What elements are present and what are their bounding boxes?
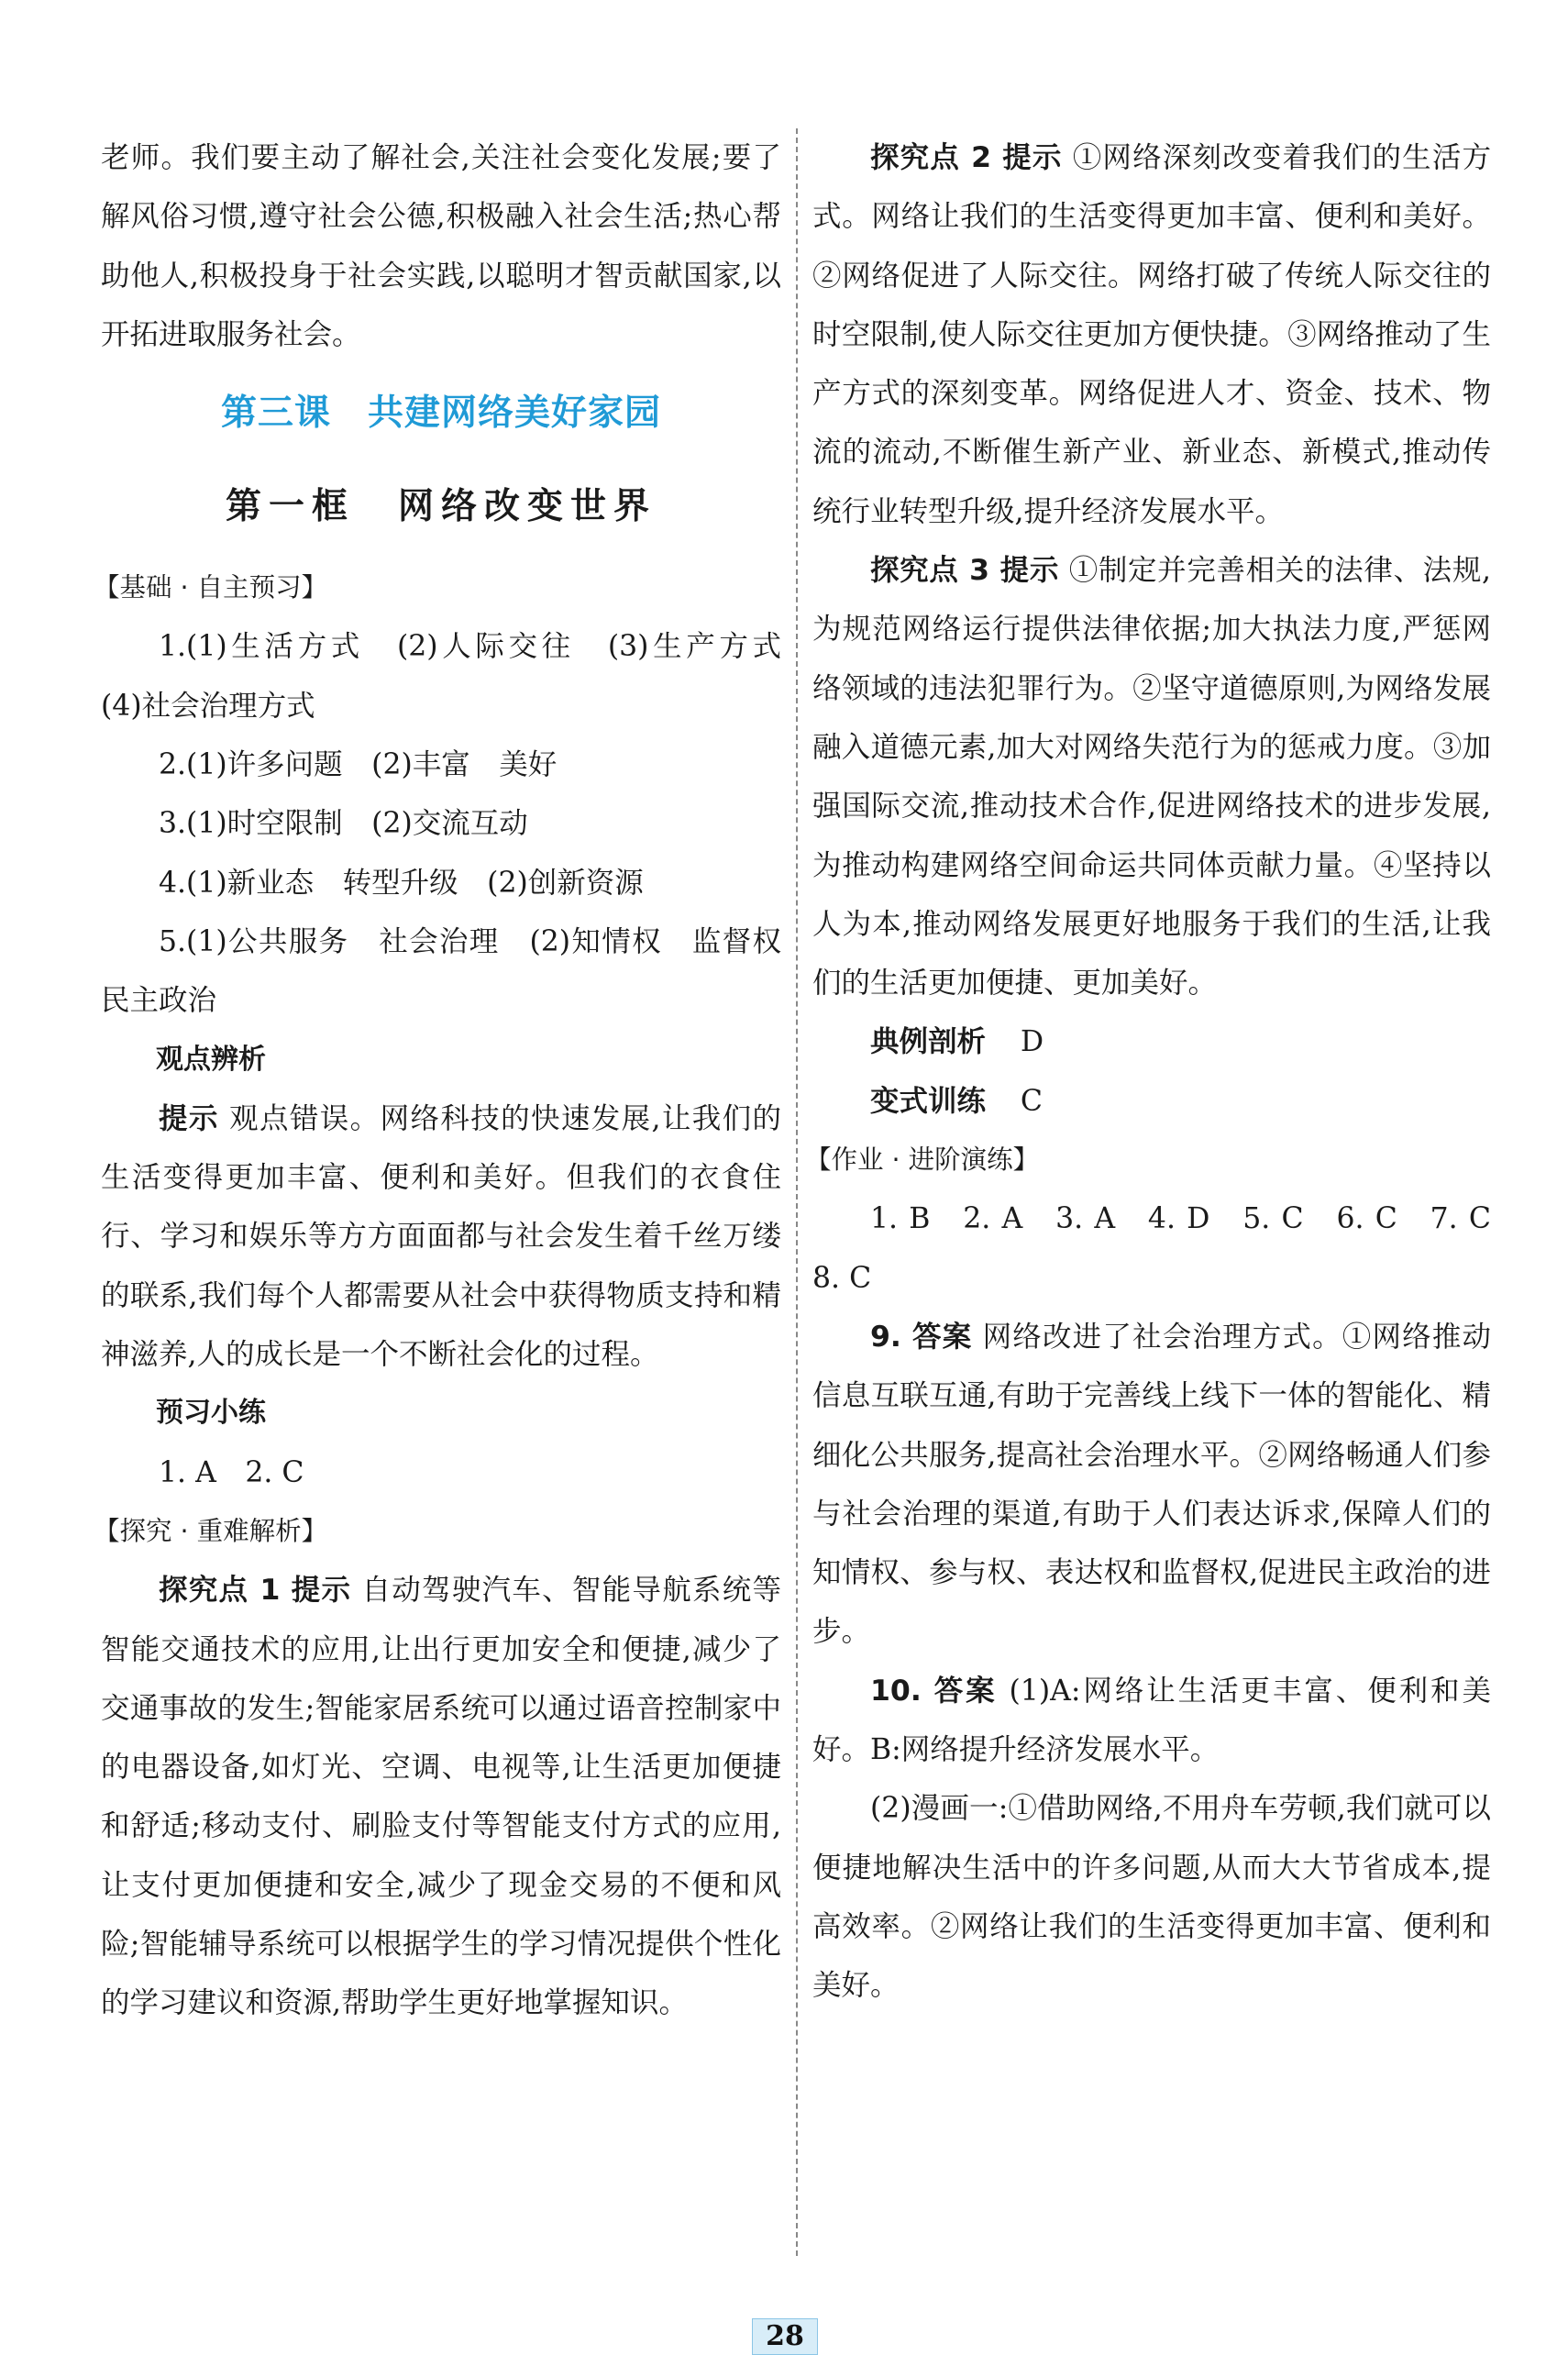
practice-heading: 预习小练	[156, 1397, 266, 1430]
multiple-choice-answers: 1. B 2. A 3. A 4. D 5. C 6. C 7. C 8. C	[812, 1202, 1520, 1295]
viewpoint-heading: 观点辨析	[156, 1043, 266, 1076]
inquiry-point-3	[812, 541, 1491, 1012]
example-analysis-answer: D	[1020, 1025, 1044, 1059]
intro-paragraph: 老师。我们要主动了解社会,关注社会变化发展;要了解风俗习惯,遵守社会公德,积极融入社会生活;热心帮助他人,积极投身于社会实践,以聪明才智贡献国家,以开拓进取服务社会。	[101, 141, 781, 351]
answer-10-text-1: (1)A:网络让生活更丰富、便利和美好。B:网络提升经济发展水平。	[812, 1674, 1492, 1767]
section-basic-preview: 【基础 · 自主预习】	[94, 572, 328, 603]
inquiry-point-2-label: 探究点 2 提示	[870, 141, 1063, 174]
right-column	[805, 128, 1520, 2016]
left-column	[94, 128, 811, 2033]
inquiry-point-2-text: ①网络深刻改变着我们的生活方式。网络让我们的生活变得更加丰富、便利和美好。②网络促进了人际交往。网络打破了传统人际交往的时空限制,使人际交往更加方便快捷。③网络推动了生产方式的深刻变革。网络促进人才、资金、技术、物流的流动,不断催生新产业、新业态、新模式,推动传统行业转型升级,提升经济发展水平。	[812, 141, 1491, 528]
example-analysis-label: 典例剖析	[870, 1025, 987, 1059]
practice-answers: 1. A 2. C	[159, 1455, 304, 1489]
answer-10-part-2: (2)漫画一:①借助网络,不用舟车劳顿,我们就可以便捷地解决生活中的许多问题,从而大大节省成本,提高效率。②网络让我们的生活变得更加丰富、便利和美好。	[812, 1792, 1491, 2003]
inquiry-point-2	[812, 128, 1491, 541]
answer-10-label: 10. 答案	[870, 1674, 998, 1708]
section-inquiry: 【探究 · 重难解析】	[94, 1515, 328, 1546]
answer-item-2: 2.(1)许多问题 (2)丰富 美好	[159, 748, 558, 782]
inquiry-point-1-label: 探究点 1 提示	[159, 1574, 352, 1608]
inquiry-point-3-label: 探究点 3 提示	[870, 554, 1059, 588]
column-divider	[796, 128, 798, 2256]
answer-item-5: 5.(1)公共服务 社会治理 (2)知情权 监督权 民主政治	[101, 924, 811, 1018]
answer-item-3: 3.(1)时空限制 (2)交流互动	[159, 807, 528, 841]
answer-item-4: 4.(1)新业态 转型升级 (2)创新资源	[159, 866, 644, 900]
lesson-title: 第三课 共建网络美好家园	[220, 392, 661, 435]
inquiry-point-3-text: ①制定并完善相关的法律、法规,为规范网络运行提供法律依据;加大执法力度,严惩网络领域的违法犯罪行为。②坚守道德原则,为网络发展融入道德元素,加大对网络失范行为的惩戒力度。③加强国际交流,推动技术合作,促进网络技术的进步发展,为推动构建网络空间命运共同体贡献力量。④坚持以人为本,推动网络发展更好地服务于我们的生活,让我们的生活更加便捷、更加美好。	[812, 554, 1491, 1001]
inquiry-point-1	[101, 1561, 781, 2032]
answer-9	[812, 1308, 1491, 1662]
frame-title: 第一框 网络改变世界	[225, 485, 657, 528]
inquiry-point-1-text: 自动驾驶汽车、智能导航系统等智能交通技术的应用,让出行更加安全和便捷,减少了交通事故的发生;智能家居系统可以通过语音控制家中的电器设备,如灯光、空调、电视等,让生活更加便捷和舒适;移动支付、刷脸支付等智能支付方式的应用,让支付更加便捷和安全,减少了现金交易的不便和风险;智能辅导系统可以根据学生的学习情况提供个性化的学习建议和资源,帮助学生更好地掌握知识。	[101, 1574, 781, 2020]
section-homework: 【作业 · 进阶演练】	[805, 1144, 1040, 1176]
viewpoint-text: 观点错误。网络科技的快速发展,让我们的生活变得更加丰富、便利和美好。但我们的衣食住行、学习和娱乐等方方面面都与社会发生着千丝万缕的联系,我们每个人都需要从社会中获得物质支持和精神滋养,人的成长是一个不断社会化的过程。	[101, 1101, 782, 1372]
answer-9-text: 网络改进了社会治理方式。①网络推动信息互联互通,有助于完善线上线下一体的智能化、精细化公共服务,提高社会治理水平。②网络畅通人们参与社会治理的渠道,有助于人们表达诉求,保障人们的知情权、参与权、表达权和监督权,促进民主政治的进步。	[812, 1320, 1491, 1649]
answer-10-part-1	[812, 1662, 1491, 1780]
variant-training-label: 变式训练	[870, 1084, 987, 1118]
page-number: 28	[752, 2318, 818, 2355]
example-analysis	[812, 1012, 1491, 1071]
variant-training-answer: C	[1020, 1084, 1043, 1118]
viewpoint-label: 提示	[159, 1101, 219, 1135]
answer-item-1: 1.(1)生活方式 (2)人际交往 (3)生产方式 (4)社会治理方式	[101, 630, 811, 723]
viewpoint-paragraph	[101, 1089, 781, 1384]
variant-training	[812, 1072, 1491, 1131]
answer-9-label: 9. 答案	[870, 1320, 973, 1354]
